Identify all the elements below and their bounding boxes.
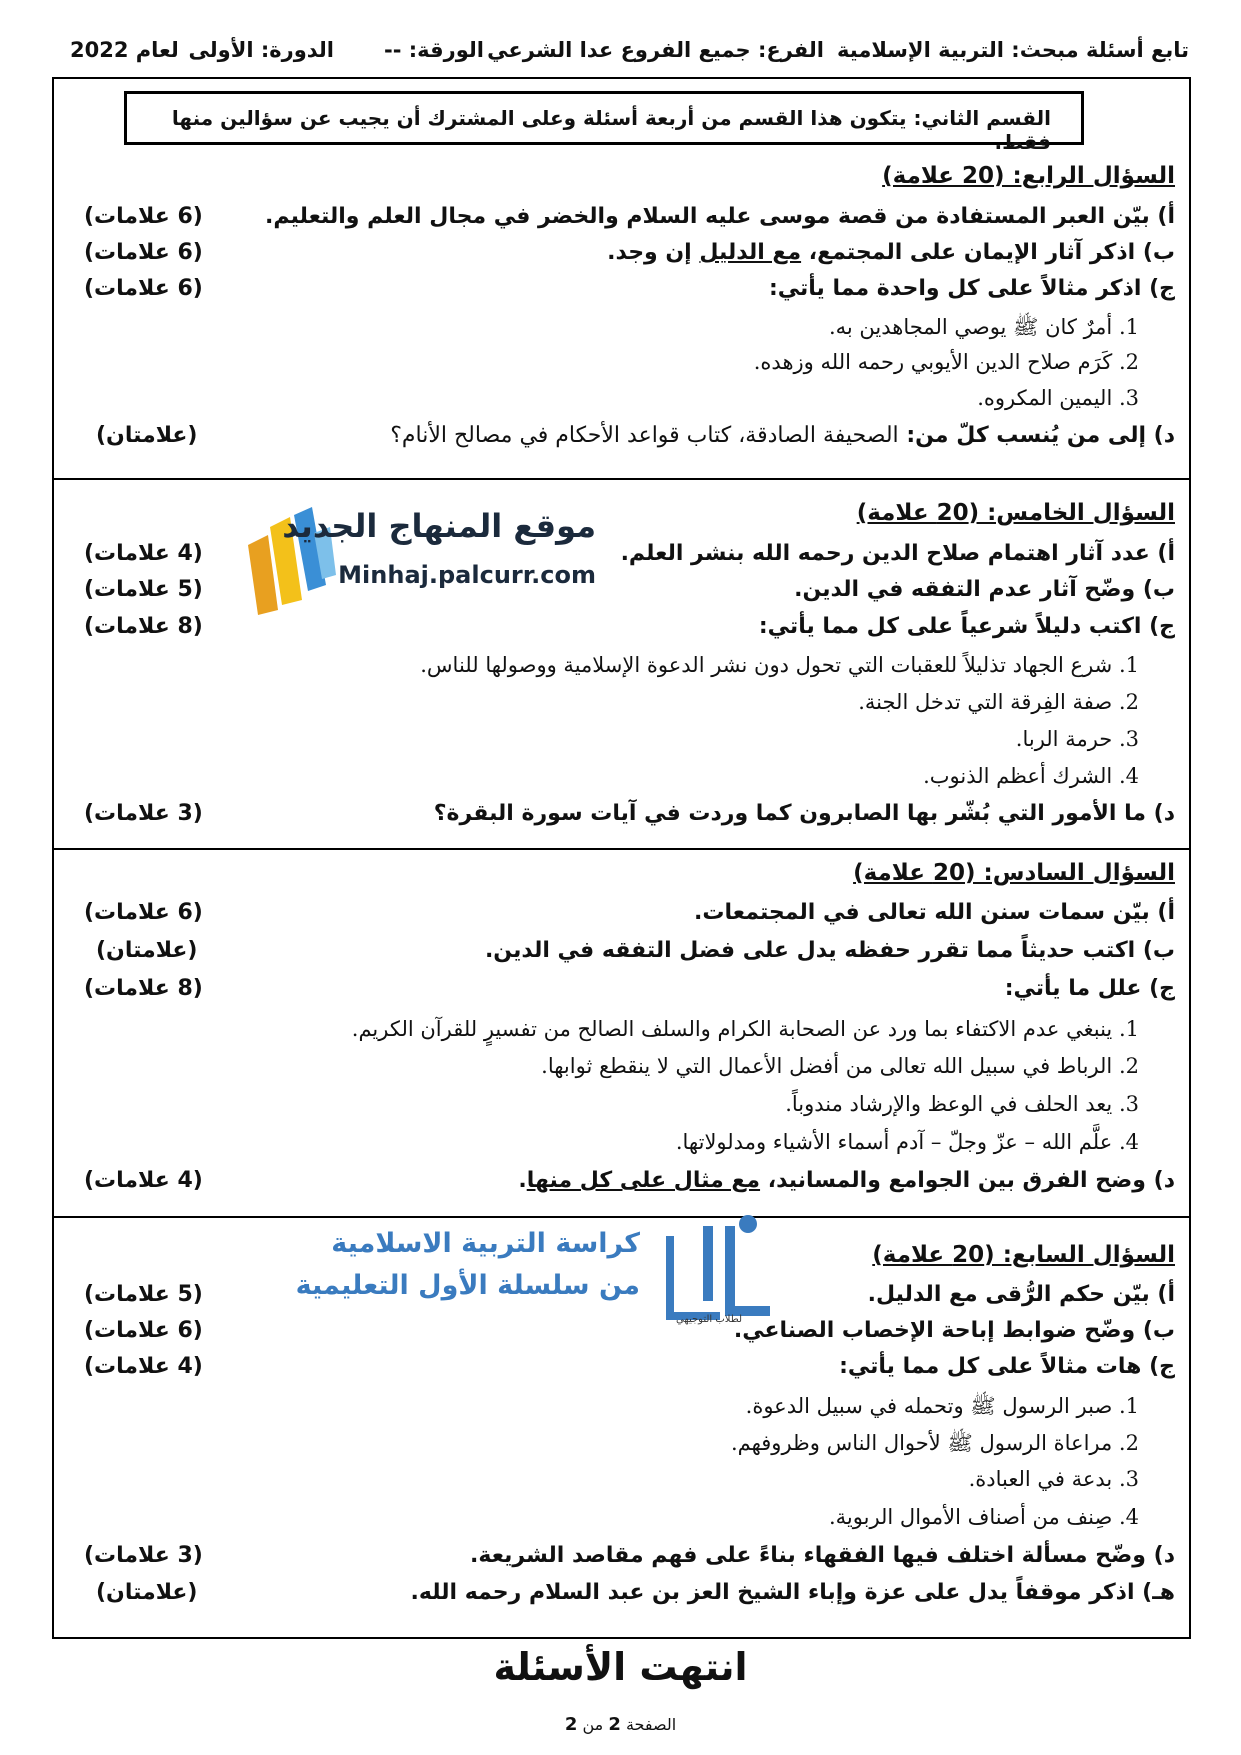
q6-c-item-4: 4. علَّم الله – عزّ وجلّ – آدم أسماء الأشياء ومدلولاتها. — [675, 1130, 1139, 1154]
q5-c-item-1: 1. شرع الجهاد تذليلاً للعقبات التي تحول دون نشر الدعوة الإسلامية ووصولها للناس. — [420, 653, 1139, 677]
q5-a-marks: (4 علامات) — [84, 541, 203, 566]
q4-d-text: د) إلى من يُنسب كلّ من: الصحيفة الصادقة، كتاب قواعد الأحكام في مصالح الأنام؟ — [390, 423, 1175, 448]
watermark-site-url: Minhaj.palcurr.com — [338, 561, 596, 589]
q4-c-marks: (6 علامات) — [84, 276, 203, 301]
q6-part-b — [80, 938, 1175, 976]
footer-label: الصفحة — [625, 1715, 677, 1734]
q6-b-text: ب) اكتب حديثاً مما تقرر حفظه يدل على فضل التفقه في الدين. — [484, 938, 1175, 963]
q7-part-d — [80, 1543, 1175, 1581]
header-paper: الورقة: -- — [384, 38, 484, 62]
divider — [52, 848, 1191, 850]
q6-c-marks: (8 علامات) — [84, 976, 203, 1001]
q5-part-c — [80, 614, 1175, 652]
q6-b-marks: (علامتان) — [96, 938, 198, 963]
q4-part-c — [80, 276, 1175, 314]
q7-b-marks: (6 علامات) — [84, 1318, 203, 1343]
q7-c-text: ج) هات مثالاً على كل مما يأتي: — [839, 1354, 1175, 1379]
q5-part-b — [80, 577, 1175, 615]
q4-part-b — [80, 240, 1175, 278]
q5-title: السؤال الخامس: (20 علامة) — [856, 500, 1175, 526]
q5-c-text: ج) اكتب دليلاً شرعياً على كل مما يأتي: — [758, 614, 1175, 639]
q7-e-marks: (علامتان) — [96, 1580, 198, 1605]
q5-d-text: د) ما الأمور التي بُشّر بها الصابرون كما وردت في آيات سورة البقرة؟ — [433, 801, 1175, 826]
q5-part-a — [80, 541, 1175, 579]
q4-c-text: ج) اذكر مثالاً على كل واحدة مما يأتي: — [768, 276, 1175, 301]
watermark-site-name: موقع المنهاج الجديد — [282, 507, 596, 545]
page-header — [70, 38, 1189, 72]
q6-a-text: أ) بيّن سمات سنن الله تعالى في المجتمعات. — [694, 900, 1175, 925]
watermark-line-2: من سلسلة الأول التعليمية — [295, 1270, 640, 1301]
q7-c-item-2: 2. مراعاة الرسول ﷺ لأحوال الناس وظروفهم. — [730, 1431, 1139, 1455]
watermark-sub: لطلاب التوجيهي — [676, 1314, 742, 1325]
q5-d-marks: (3 علامات) — [84, 801, 203, 826]
q7-c-item-3: 3. بدعة في العبادة. — [968, 1467, 1139, 1491]
q5-b-text: ب) وضّح آثار عدم التفقه في الدين. — [794, 577, 1175, 602]
q7-title: السؤال السابع: (20 علامة) — [872, 1242, 1175, 1268]
q7-d-text: د) وضّح مسألة اختلف فيها الفقهاء بناءً على فهم مقاصد الشريعة. — [470, 1543, 1175, 1568]
q5-c-item-2: 2. صفة الفِرقة التي تدخل الجنة. — [858, 690, 1139, 714]
q5-part-d — [80, 801, 1175, 839]
q6-title: السؤال السادس: (20 علامة) — [853, 860, 1175, 886]
q7-c-item-4: 4. صِنف من أصناف الأموال الربوية. — [828, 1505, 1139, 1529]
header-year: لعام 2022 — [70, 38, 179, 62]
q4-part-d — [80, 423, 1175, 461]
q6-part-c — [80, 976, 1175, 1014]
q5-b-marks: (5 علامات) — [84, 577, 203, 602]
minhaj-watermark-logo — [246, 505, 616, 615]
section-instructions: القسم الثاني: يتكون هذا القسم من أربعة أسئلة وعلى المشترك أن يجيب عن سؤالين منها فقط. — [124, 91, 1084, 145]
q7-a-text: أ) بيّن حكم الرُّقى مع الدليل. — [867, 1282, 1175, 1307]
q7-part-c — [80, 1354, 1175, 1392]
page-footer — [0, 1714, 1241, 1735]
q7-c-marks: (4 علامات) — [84, 1354, 203, 1379]
q7-a-marks: (5 علامات) — [84, 1282, 203, 1307]
q4-d-marks: (علامتان) — [96, 423, 198, 448]
q6-part-d — [80, 1168, 1175, 1206]
q5-c-item-3: 3. حرمة الربا. — [1015, 727, 1139, 751]
q6-part-a — [80, 900, 1175, 938]
q4-c-item-3: 3. اليمين المكروه. — [977, 386, 1139, 410]
q6-d-marks: (4 علامات) — [84, 1168, 203, 1193]
q5-c-marks: (8 علامات) — [84, 614, 203, 639]
q7-part-e — [80, 1580, 1175, 1618]
q6-c-item-2: 2. الرباط في سبيل الله تعالى من أفضل الأعمال التي لا ينقطع ثوابها. — [541, 1054, 1139, 1078]
q4-title: السؤال الرابع: (20 علامة) — [882, 163, 1175, 189]
q4-a-text: أ) بيّن العبر المستفادة من قصة موسى عليه السلام والخضر في مجال العلم والتعليم. — [265, 204, 1175, 229]
q6-a-marks: (6 علامات) — [84, 900, 203, 925]
q7-e-text: هـ) اذكر موقفاً يدل على عزة وإباء الشيخ العز بن عبد السلام رحمه الله. — [410, 1580, 1175, 1605]
divider — [52, 478, 1191, 480]
q4-b-text: ب) اذكر آثار الإيمان على المجتمع، مع الدليل إن وجد. — [607, 240, 1175, 265]
q7-b-text: ب) وضّح ضوابط إباحة الإخصاب الصناعي. — [733, 1318, 1175, 1343]
footer-total: 2 — [564, 1714, 578, 1735]
header-branch: الفرع: جميع الفروع عدا الشرعي — [487, 38, 824, 62]
q4-a-marks: (6 علامات) — [84, 204, 203, 229]
q4-b-marks: (6 علامات) — [84, 240, 203, 265]
q4-c-item-1: 1. أمرٌ كان ﷺ يوصي المجاهدين به. — [828, 315, 1139, 339]
q4-c-item-2: 2. كَرَم صلاح الدين الأيوبي رحمه الله وزهده. — [753, 350, 1139, 374]
end-of-questions: انتهت الأسئلة — [493, 1645, 748, 1689]
header-subject: تابع أسئلة مبحث: التربية الإسلامية — [837, 38, 1189, 62]
q6-c-item-1: 1. ينبغي عدم الاكتفاء بما ورد عن الصحابة الكرام والسلف الصالح من تفسيرٍ للقرآن الكريم. — [351, 1017, 1139, 1041]
alawal-watermark-logo — [295, 1206, 780, 1336]
q6-c-text: ج) علل ما يأتي: — [1004, 976, 1175, 1001]
q4-part-a — [80, 204, 1175, 242]
watermark-line-1: كراسة التربية الاسلامية — [331, 1228, 640, 1259]
footer-of: من — [582, 1715, 604, 1734]
q6-c-item-3: 3. يعد الحلف في الوعظ والإرشاد مندوباً. — [785, 1092, 1139, 1116]
q5-a-text: أ) عدد آثار اهتمام صلاح الدين رحمه الله بنشر العلم. — [620, 541, 1175, 566]
q6-d-text: د) وضح الفرق بين الجوامع والمسانيد، مع مثال على كل منها. — [518, 1168, 1175, 1193]
q7-c-item-1: 1. صبر الرسول ﷺ وتحمله في سبيل الدعوة. — [745, 1394, 1139, 1418]
header-session: الدورة: الأولى — [188, 38, 334, 62]
footer-page: 2 — [608, 1714, 621, 1735]
q5-c-item-4: 4. الشرك أعظم الذنوب. — [923, 764, 1139, 788]
q7-d-marks: (3 علامات) — [84, 1543, 203, 1568]
